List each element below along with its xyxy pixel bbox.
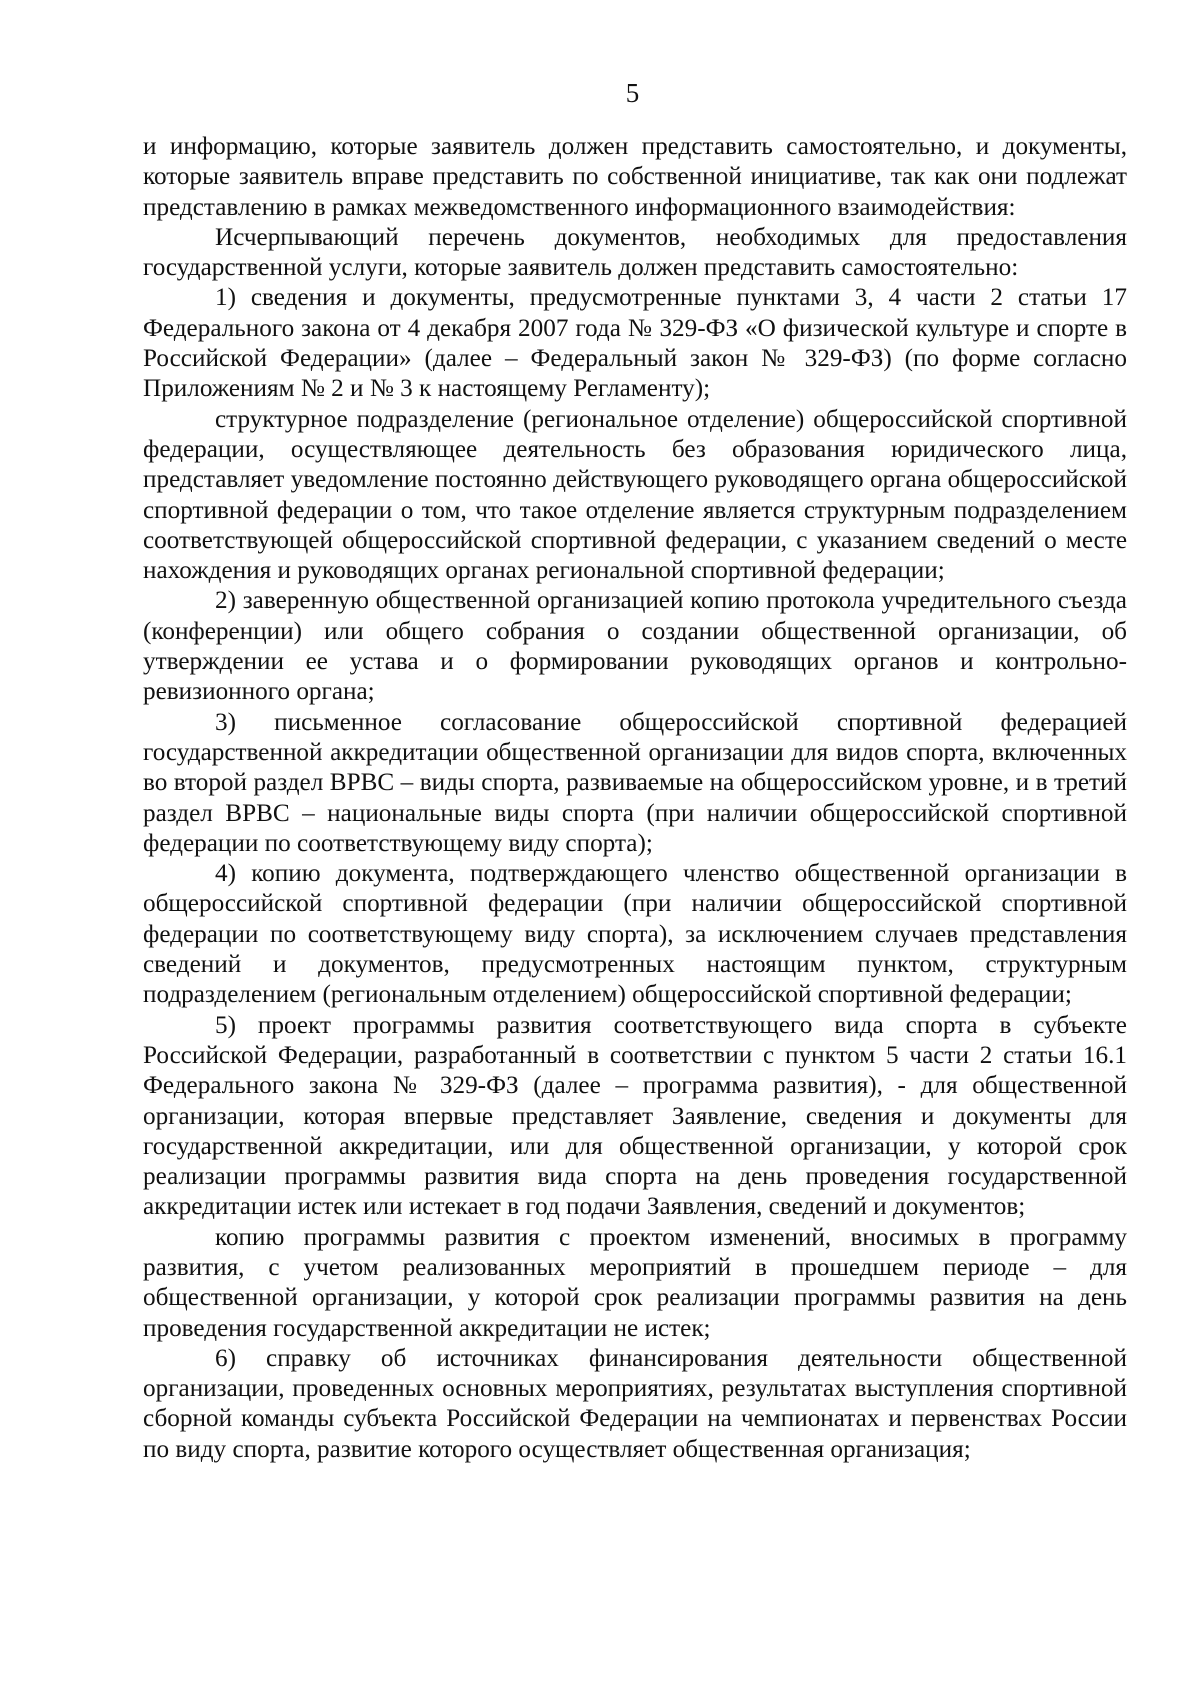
paragraph-item-6: 6) справку об источниках финансирования деятельности общественной организации, проведенных основных мероприятиях, результатах выступления спортивной сборной команды субъекта Российской Федерации на чемпионатах и первенствах России по виду спорта, развитие которого осуществляет общественная организация; — [143, 1344, 1127, 1463]
paragraph-item-4: 4) копию документа, подтверждающего членство общественной организации в общероссийской спортивной федерации (при наличии общероссийской спортивной федерации по соответствующему виду спорта), за исключением случаев представления сведений и документов, предусмотренных настоящим пунктом, структурным подразделением (региональным отделением) общероссийской спортивной федерации; — [143, 860, 1127, 1009]
paragraph-exhaustive-list-heading: Исчерпывающий перечень документов, необходимых для предоставления государственной услуги, которые заявитель должен представить самостоятельно: — [143, 223, 1127, 282]
paragraph-item-1-structural-unit: структурное подразделение (региональное отделение) общероссийской спортивной федерации, осуществляющее деятельность без образования юридического лица, представляет уведомление постоянно действующего руководящего органа общероссийской спортивной федерации о том, что такое отделение является структурным подразделением соответствующей общероссийской спортивной федерации, с указанием сведений о месте нахождения и руководящих органах региональной спортивной федерации; — [143, 405, 1127, 585]
paragraph-intro-continuation: и информацию, которые заявитель должен представить самостоятельно, и документы, которые заявитель вправе представить по собственной инициативе, так как они подлежат представлению в рамках межведомственного информационного взаимодействия: — [143, 133, 1127, 221]
paragraph-item-5-program-copy: копию программы развития с проектом изменений, вносимых в программу развития, с учетом реализованных мероприятий в прошедшем периоде – для общественной организации, у которой срок реализации программы развития на день проведения государственной аккредитации не истек; — [143, 1223, 1127, 1342]
paragraph-item-3: 3) письменное согласование общероссийской спортивной федерацией государственной аккредитации общественной организации для видов спорта, включенных во второй раздел ВРВС – виды спорта, развиваемые на общероссийском уровне, и в третий раздел ВРВС – национальные виды спорта (при наличии общероссийской спортивной федерации по соответствующему виду спорта); — [143, 708, 1127, 857]
document-body — [143, 132, 1127, 1465]
page-number: 5 — [625, 78, 640, 108]
paragraph-item-1: 1) сведения и документы, предусмотренные пунктами 3, 4 части 2 статьи 17 Федерального закона от 4 декабря 2007 года № 329-ФЗ «О физической культуре и спорте в Российской Федерации» (далее – Федеральный закон № 329-ФЗ) (по форме согласно Приложениям № 2 и № 3 к настоящему Регламенту); — [143, 284, 1127, 403]
paragraph-item-5: 5) проект программы развития соответствующего вида спорта в субъекте Российской Федерации, разработанный в соответствии с пунктом 5 части 2 статьи 16.1 Федерального закона № 329-ФЗ (далее – программа развития), - для общественной организации, которая впервые представляет Заявление, сведения и документы для государственной аккредитации, или для общественной организации, у которой срок реализации программы развития вида спорта на день проведения государственной аккредитации истек или истекает в год подачи Заявления, сведений и документов; — [143, 1011, 1127, 1221]
paragraph-item-2: 2) заверенную общественной организацией копию протокола учредительного съезда (конференции) или общего собрания о создании общественной организации, об утверждении ее устава и о формировании руководящих органов и контрольно-ревизионного органа; — [143, 587, 1127, 706]
